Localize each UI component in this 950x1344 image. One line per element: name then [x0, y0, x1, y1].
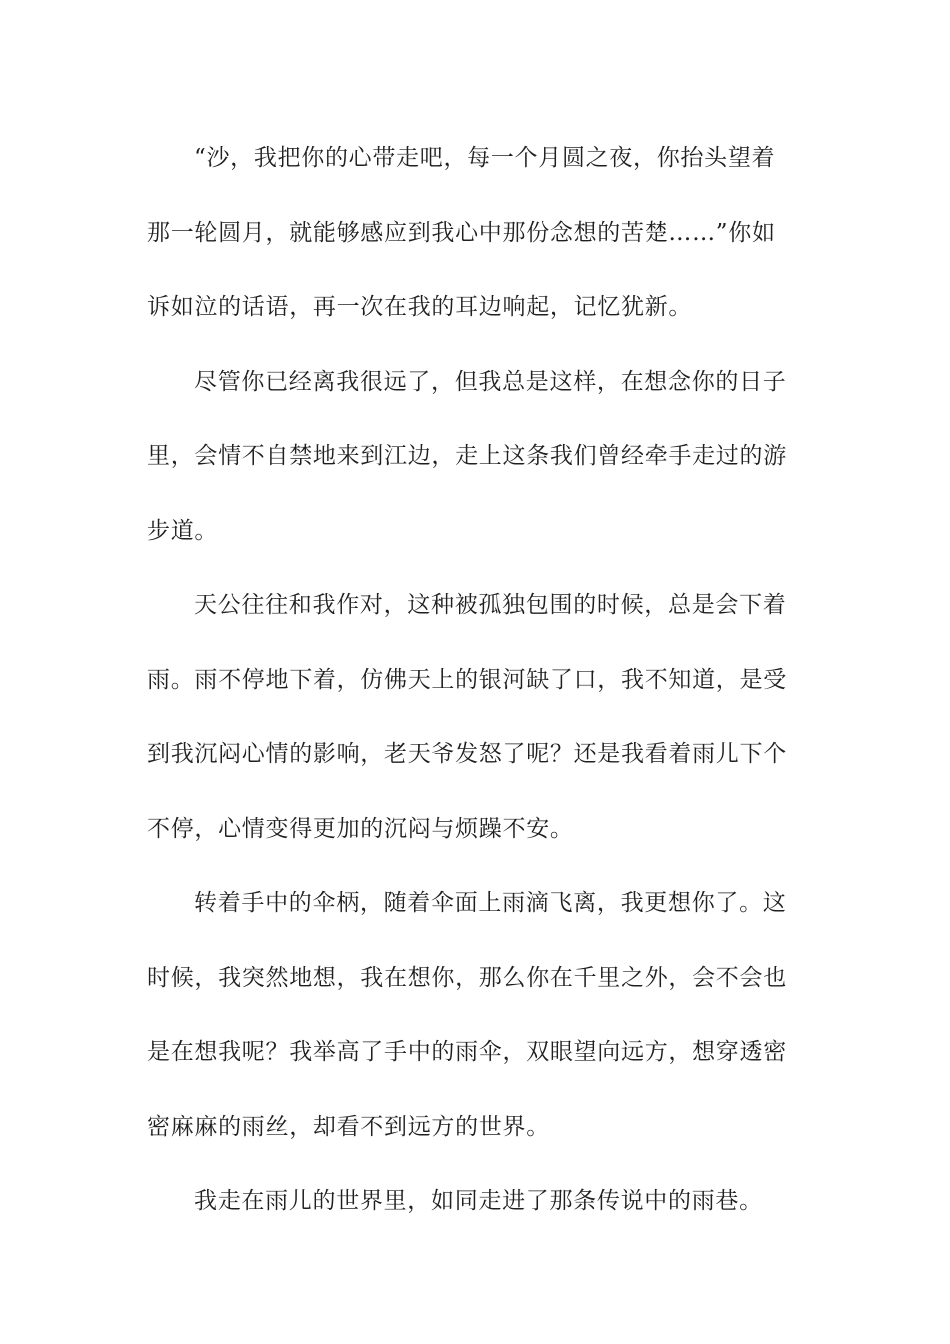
paragraph-1: “沙，我把你的心带走吧，每一个月圆之夜，你抬头望着那一轮圆月，就能够感应到我心中那份念想的苦楚……”你如诉如泣的话语，再一次在我的耳边响起，记忆犹新。: [147, 145, 776, 320]
paragraph-4: 转着手中的伞柄，随着伞面上雨滴飞离，我更想你了。这时候，我突然地想，我在想你，那么你在千里之外，会不会也是在想我呢？我举高了手中的雨伞，双眼望向远方，想穿透密密麻麻的雨丝，却看不到远方的世界。: [147, 890, 787, 1140]
document-body: [147, 121, 795, 1239]
paragraph-2: 尽管你已经离我很远了，但我总是这样，在想念你的日子里，会情不自禁地来到江边，走上这条我们曾经牵手走过的游步道。: [147, 368, 787, 544]
paragraph-5: 我走在雨儿的世界里，如同走进了那条传说中的雨巷。: [194, 1188, 763, 1214]
paragraph-3: 天公往往和我作对，这种被孤独包围的时候，总是会下着雨。雨不停地下着，仿佛天上的银河缺了口，我不知道，是受到我沉闷心情的影响，老天爷发怒了呢？还是我看着雨儿下个不停，心情变得更加的沉闷与烦躁不安。: [147, 592, 787, 842]
